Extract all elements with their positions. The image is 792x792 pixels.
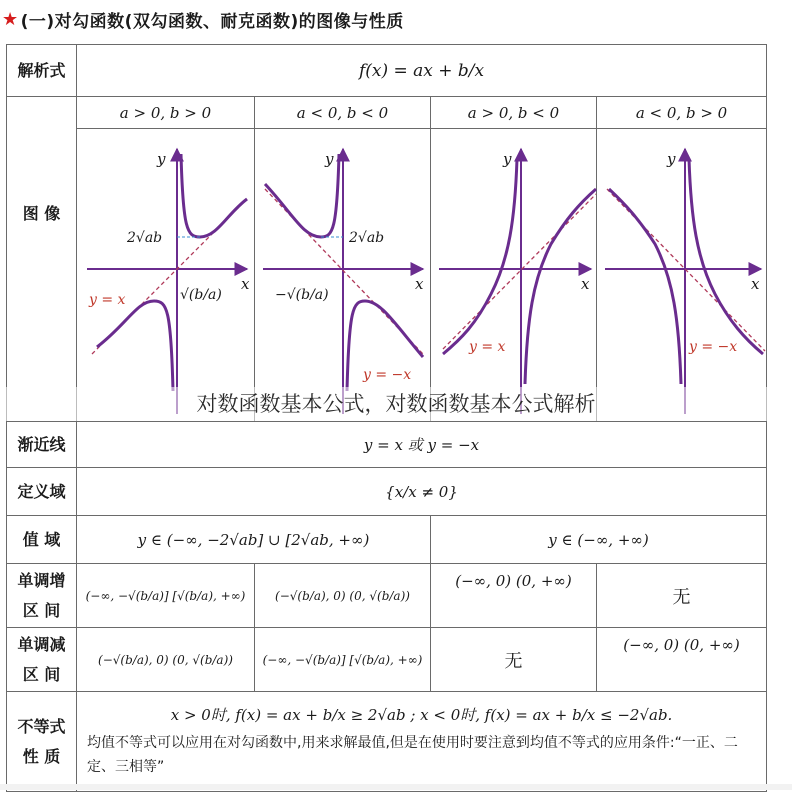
increasing-c2: (−√(b/a), 0) (0, √(b/a)) xyxy=(255,564,431,628)
bottom-divider xyxy=(0,784,792,790)
formula-label: 解析式 xyxy=(7,45,77,97)
y-axis-label: y xyxy=(503,150,512,168)
asymptote-label: y = x xyxy=(89,292,126,308)
decreasing-label-1: 单调减 xyxy=(17,634,66,654)
max-value-label: 2√ab xyxy=(349,230,385,246)
decreasing-c3: 无 xyxy=(431,628,597,692)
increasing-c3: (−∞, 0) (0, +∞) xyxy=(431,564,597,628)
graph-cell-4 xyxy=(597,129,767,422)
x-axis-label: x xyxy=(581,275,590,293)
graph-2 xyxy=(255,129,431,421)
inequality-note: 均值不等式可以应用在对勾函数中,用来求解最值,但是在使用时要注意到均值不等式的应用条件:“一正、二定、三相等” xyxy=(87,735,738,775)
increasing-label-2: 区 间 xyxy=(22,600,61,620)
star-icon: ★ xyxy=(2,8,19,30)
graph-4 xyxy=(597,129,767,421)
decreasing-row xyxy=(7,628,767,692)
x-axis-label: x xyxy=(241,275,250,293)
condition-3: a > 0, b < 0 xyxy=(431,97,597,129)
domain-row xyxy=(7,468,767,516)
condition-4: a < 0, b > 0 xyxy=(597,97,767,129)
range-label: 值 域 xyxy=(7,516,77,564)
graph-cell-1 xyxy=(77,129,255,422)
asymptote-line xyxy=(443,194,596,349)
increasing-c1: (−∞, −√(b/a)] [√(b/a), +∞) xyxy=(77,564,255,628)
increasing-label xyxy=(7,564,77,628)
domain-label: 定义域 xyxy=(7,468,77,516)
condition-1: a > 0, b > 0 xyxy=(77,97,255,129)
section-title-text: (一)对勾函数(双勾函数、耐克函数)的图像与性质 xyxy=(20,11,404,32)
curve-left xyxy=(443,159,517,354)
domain-value: {x/x ≠ 0} xyxy=(77,468,767,516)
inequality-label-1: 不等式 xyxy=(17,716,66,736)
curve-right xyxy=(689,159,763,354)
decreasing-c2: (−∞, −√(b/a)] [√(b/a), +∞) xyxy=(255,628,431,692)
asymptote-row xyxy=(7,422,767,468)
range-right: y ∈ (−∞, +∞) xyxy=(431,516,767,564)
curve-left xyxy=(97,301,173,391)
curve-left xyxy=(609,189,681,384)
graph-3 xyxy=(431,129,597,421)
y-axis-label: y xyxy=(667,150,676,168)
inequality-label-2: 性 质 xyxy=(22,746,61,766)
x-axis-label: x xyxy=(751,275,760,293)
y-axis-label: y xyxy=(157,150,166,168)
curve-right xyxy=(181,154,247,237)
range-row xyxy=(7,516,767,564)
inequality-formula: x > 0时, f(x) = ax + b/x ≥ 2√ab ; x < 0时, f(x) = ax + b/x ≤ −2√ab. xyxy=(170,706,673,724)
graph-cell-3 xyxy=(431,129,597,422)
increasing-row xyxy=(7,564,767,628)
x-value-label: √(b/a) xyxy=(180,287,222,303)
decreasing-c1: (−√(b/a), 0) (0, √(b/a)) xyxy=(77,628,255,692)
x-axis-label: x xyxy=(415,275,424,293)
asymptote-row-label: 渐近线 xyxy=(7,422,77,468)
section-title xyxy=(2,4,404,34)
graph-1 xyxy=(77,129,255,421)
inequality-label xyxy=(7,692,77,792)
increasing-label-1: 单调增 xyxy=(17,570,66,590)
inequality-content xyxy=(77,692,767,792)
graph-label: 图 像 xyxy=(7,97,77,422)
y-axis-label: y xyxy=(325,150,334,168)
formula-row xyxy=(7,45,767,97)
asymptote-label: y = x xyxy=(469,339,506,355)
decreasing-label-2: 区 间 xyxy=(22,664,61,684)
x-value-label: −√(b/a) xyxy=(275,287,329,303)
decreasing-label xyxy=(7,628,77,692)
graph-row xyxy=(7,129,767,422)
increasing-c4: 无 xyxy=(597,564,767,628)
formula-value: f(x) = ax + b/x xyxy=(77,45,767,97)
watermark-caption: 对数函数基本公式，对数函数基本公式解析 xyxy=(0,387,792,421)
asymptote-label: y = −x xyxy=(363,367,412,383)
min-value-label: 2√ab xyxy=(127,230,163,246)
inequality-row xyxy=(7,692,767,792)
graph-cell-2 xyxy=(255,129,431,422)
condition-2: a < 0, b < 0 xyxy=(255,97,431,129)
asymptote-value: y = x 或 y = −x xyxy=(77,422,767,468)
range-left: y ∈ (−∞, −2√ab] ∪ [2√ab, +∞) xyxy=(77,516,431,564)
asymptote-label: y = −x xyxy=(689,339,738,355)
decreasing-c4: (−∞, 0) (0, +∞) xyxy=(597,628,767,692)
graph-conditions-row xyxy=(7,97,767,129)
